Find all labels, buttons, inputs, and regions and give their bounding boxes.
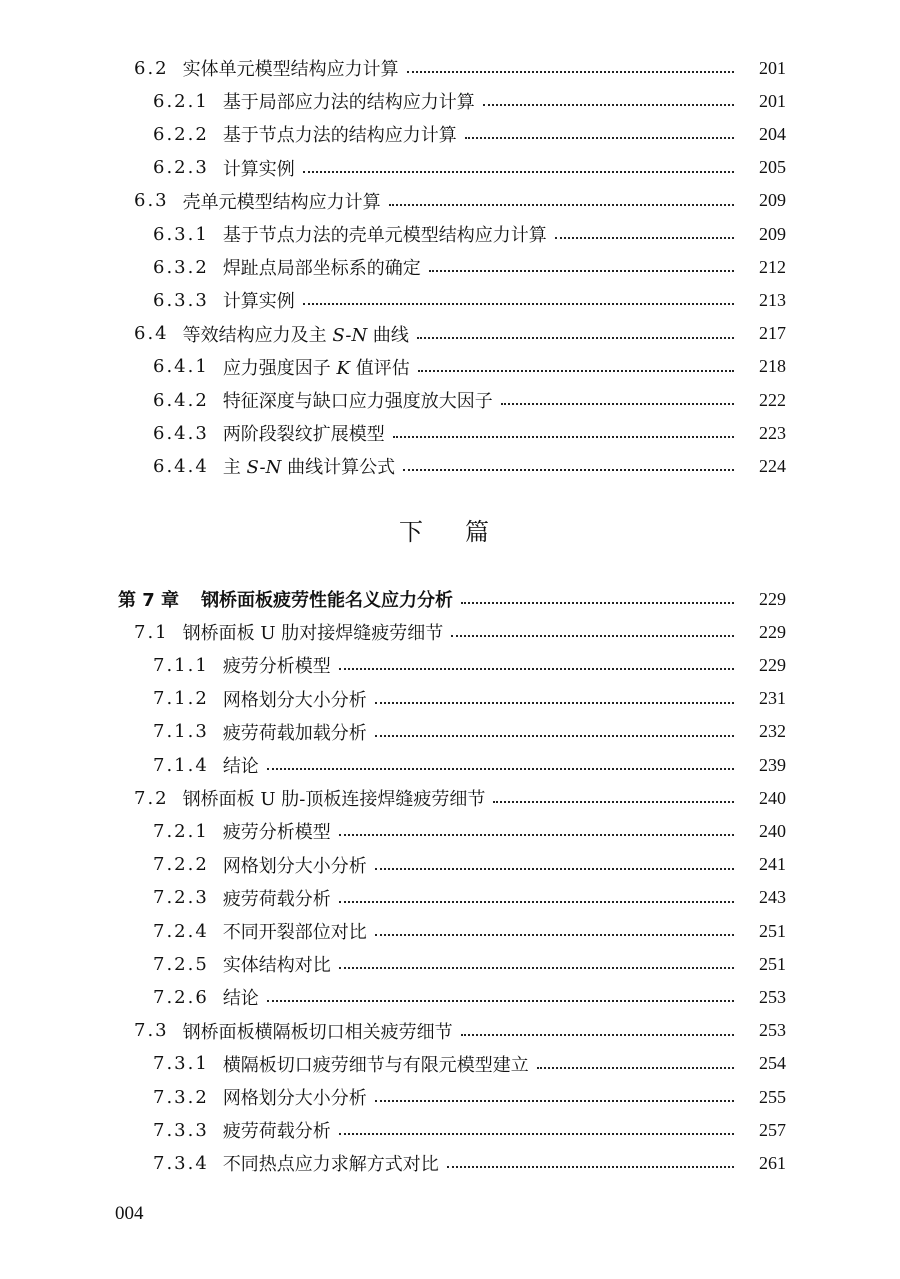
toc-entry [0, 783, 900, 813]
dot-leader [267, 766, 734, 770]
toc-entry [0, 86, 900, 116]
toc-entry-page: 255 [759, 1086, 786, 1107]
toc-entry [0, 650, 900, 680]
toc-entry-number: 7.2.6 [153, 986, 209, 1008]
toc-entry-number: 7.1.4 [153, 754, 209, 776]
toc-entry-page: 239 [759, 754, 786, 775]
toc-entry-title: 钢桥面板 U 肋-顶板连接焊缝疲劳细节 [182, 789, 486, 811]
toc-entry [0, 385, 900, 415]
toc-entry-number: 6.4.4 [153, 455, 209, 477]
toc-entry-number: 7.3.1 [153, 1053, 209, 1075]
toc-entry-number: 7.1.1 [153, 654, 209, 676]
toc-entry [0, 418, 900, 448]
toc-entry-title: 应力强度因子 K 值评估 [222, 357, 410, 379]
toc-entry-number: 7.2 [134, 787, 169, 809]
toc-entry-title: 焊趾点局部坐标系的确定 [222, 258, 421, 280]
toc-entry-title: 两阶段裂纹扩展模型 [222, 424, 385, 446]
toc-entry-number: 6.2 [134, 57, 169, 79]
toc-entry-number: 6.2.1 [153, 90, 209, 112]
toc-entry-number: 7.1.3 [153, 721, 209, 743]
toc-entry-title: 疲劳荷载加载分析 [222, 722, 367, 744]
toc-entry-number: 7.3.2 [153, 1086, 209, 1108]
toc-entry-title: 网格划分大小分析 [222, 855, 367, 877]
toc-entry-title: 结论 [222, 756, 259, 777]
toc-entry-title: 计算实例 [222, 291, 295, 313]
toc-entry-page: 240 [759, 787, 786, 808]
toc-entry [0, 219, 900, 249]
toc-entry [0, 319, 900, 349]
toc-entry-title: 等效结构应力及主 S-N 曲线 [182, 324, 409, 346]
toc-entry-page: 261 [759, 1152, 786, 1173]
toc-entry-number: 6.4.1 [153, 356, 209, 378]
toc-entry [0, 285, 900, 315]
toc-entry [0, 883, 900, 913]
part-title: 下篇 [399, 518, 531, 546]
toc-entry [0, 53, 900, 83]
dot-leader [417, 335, 734, 339]
toc-entry-page: 229 [759, 588, 786, 609]
toc-entry [0, 916, 900, 946]
toc-entry [0, 617, 900, 647]
toc-entry-page: 257 [759, 1119, 786, 1140]
dot-leader [418, 368, 734, 372]
toc-entry-number: 7.2.4 [153, 920, 209, 942]
dot-leader [447, 1164, 734, 1168]
dot-leader [375, 932, 734, 936]
dot-leader [375, 1098, 734, 1102]
toc-entry-title: 网格划分大小分析 [222, 1088, 367, 1109]
toc-entry [0, 1082, 900, 1112]
toc-entry-title: 疲劳分析模型 [222, 822, 331, 844]
dot-leader [303, 301, 734, 305]
toc-entry-page: 204 [759, 123, 786, 144]
dot-leader [465, 135, 734, 139]
toc-entry-number: 6.4.2 [153, 389, 209, 411]
toc-entry [0, 451, 900, 481]
dot-leader [339, 1131, 734, 1135]
toc-entry-number: 7.3.4 [153, 1152, 209, 1174]
toc-entry [0, 717, 900, 747]
toc-entry-page: 240 [759, 820, 786, 841]
toc-entry [0, 982, 900, 1012]
toc-entry [0, 584, 900, 614]
dot-leader [493, 799, 734, 803]
toc-entry-page: 243 [759, 887, 786, 908]
dot-leader [393, 434, 734, 438]
toc-entry [0, 252, 900, 282]
toc-entry-page: 251 [759, 920, 786, 941]
toc-entry [0, 153, 900, 183]
dot-leader [303, 169, 734, 173]
toc-entry-title: 疲劳荷载分析 [222, 888, 331, 910]
toc-entry-page: 222 [759, 389, 786, 410]
toc-entry-page: 217 [759, 323, 786, 344]
toc-entry-title: 疲劳荷载分析 [222, 1121, 331, 1143]
toc-entry-page: 224 [759, 455, 786, 476]
toc-entry-page: 218 [759, 356, 786, 377]
dot-leader [451, 633, 734, 637]
toc-entry-title: 钢桥面板横隔板切口相关疲劳细节 [182, 1021, 453, 1043]
toc-entry-title: 横隔板切口疲劳细节与有限元模型建立 [222, 1054, 529, 1076]
dot-leader [555, 235, 734, 239]
toc-entry-page: 251 [759, 953, 786, 974]
dot-leader [339, 832, 734, 836]
toc-entry-title: 结论 [222, 988, 259, 1010]
dot-leader [375, 866, 734, 870]
toc-entry-number: 6.3.2 [153, 256, 209, 278]
toc-entry-title: 基于节点力法的壳单元模型结构应力计算 [222, 225, 547, 246]
toc-entry-number: 6.2.3 [153, 157, 209, 179]
dot-leader [339, 899, 734, 903]
toc-entry-page: 201 [759, 90, 786, 111]
toc-entry-title: 实体单元模型结构应力计算 [182, 59, 399, 80]
toc-entry-page: 229 [759, 621, 786, 642]
toc-entry-number: 7.3 [134, 1020, 169, 1042]
toc-entry-page: 205 [759, 157, 786, 178]
toc-entry-number: 6.4.3 [153, 422, 209, 444]
toc-entry-number: 7.2.1 [153, 820, 209, 842]
toc-entry-number: 7.2.5 [153, 953, 209, 975]
page-folio: 004 [115, 1203, 144, 1224]
toc-entry [0, 1049, 900, 1079]
toc-entry-number: 7.2.3 [153, 887, 209, 909]
dot-leader [267, 998, 734, 1002]
toc-entry-title: 疲劳分析模型 [222, 656, 331, 678]
toc-entry-title: 不同热点应力求解方式对比 [222, 1154, 439, 1176]
dot-leader [461, 600, 734, 604]
toc-entry [0, 850, 900, 880]
toc-entry-title: 主 S-N 曲线计算公式 [222, 457, 396, 479]
toc-entry-page: 209 [759, 223, 786, 244]
dot-leader [461, 1032, 734, 1036]
toc-entry [0, 949, 900, 979]
dot-leader [339, 666, 734, 670]
toc-entry-page: 253 [759, 986, 786, 1007]
toc-entry-page: 223 [759, 422, 786, 443]
toc-entry-title: 实体结构对比 [222, 955, 331, 977]
toc-entry-number: 第 7 章 [118, 590, 180, 611]
toc-entry [0, 186, 900, 216]
dot-leader [375, 733, 734, 737]
toc-entry-page: 209 [759, 190, 786, 211]
toc-entry-number: 7.1 [134, 621, 169, 643]
toc-entry-title: 不同开裂部位对比 [222, 922, 367, 943]
toc-entry [0, 1016, 900, 1046]
dot-leader [339, 965, 734, 969]
dot-leader [389, 202, 734, 206]
toc-entry-title: 基于局部应力法的结构应力计算 [222, 92, 475, 114]
toc-entry-page: 253 [759, 1020, 786, 1041]
dot-leader [537, 1065, 734, 1069]
toc-entry-title: 计算实例 [222, 158, 295, 180]
toc-entry-page: 212 [759, 256, 786, 277]
dot-leader [429, 268, 734, 272]
toc-entry-page: 231 [759, 688, 786, 709]
toc-entry-page: 241 [759, 854, 786, 875]
toc-entry-number: 7.3.3 [153, 1119, 209, 1141]
toc-entry-number: 6.2.2 [153, 123, 209, 145]
toc-entry [0, 352, 900, 382]
toc-entry-title: 特征深度与缺口应力强度放大因子 [222, 391, 493, 412]
toc-entry [0, 816, 900, 846]
toc-entry-title: 钢桥面板疲劳性能名义应力分析 [201, 590, 454, 611]
toc-entry-title: 基于节点力法的结构应力计算 [222, 125, 457, 147]
dot-leader [483, 102, 734, 106]
toc-entry-page: 229 [759, 654, 786, 675]
toc-entry-title: 钢桥面板 U 肋对接焊缝疲劳细节 [182, 623, 444, 645]
toc-entry-page: 201 [759, 57, 786, 78]
dot-leader [375, 700, 734, 704]
toc-entry [0, 119, 900, 149]
toc-entry-number: 6.3 [134, 190, 169, 212]
toc-entry [0, 684, 900, 714]
toc-entry-number: 7.2.2 [153, 854, 209, 876]
toc-entry-number: 6.3.3 [153, 289, 209, 311]
dot-leader [501, 401, 734, 405]
toc-entry-title: 网格划分大小分析 [222, 689, 367, 711]
dot-leader [407, 69, 734, 73]
toc-entry-number: 7.1.2 [153, 688, 209, 710]
dot-leader [403, 467, 734, 471]
toc-entry [0, 1148, 900, 1178]
toc-entry-title: 壳单元模型结构应力计算 [182, 191, 381, 213]
toc-entry-number: 6.4 [134, 323, 169, 345]
toc-entry-number: 6.3.1 [153, 223, 209, 245]
toc-entry-page: 254 [759, 1053, 786, 1074]
toc-entry [0, 1115, 900, 1145]
toc-entry-page: 213 [759, 289, 786, 310]
toc-entry [0, 750, 900, 780]
toc-entry-page: 232 [759, 721, 786, 742]
